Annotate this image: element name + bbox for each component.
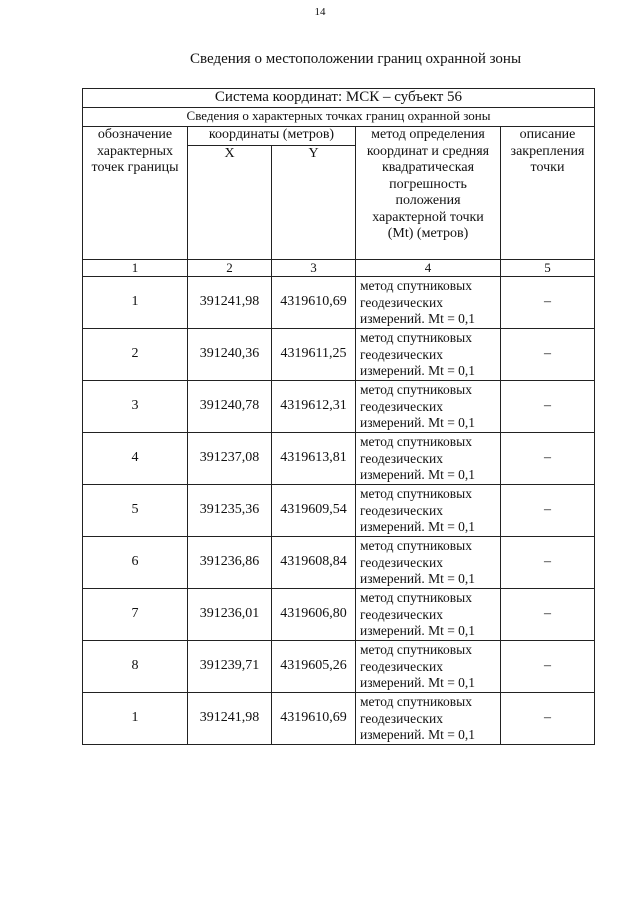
column-number: 4: [356, 260, 501, 277]
method-cell: метод спутниковых геодезических измерений. Mt = 0,1: [356, 693, 501, 745]
x-coordinate-cell: 391241,98: [188, 277, 272, 329]
fixation-description-cell: –: [501, 433, 595, 485]
column-number: 5: [501, 260, 595, 277]
column-number: 3: [272, 260, 356, 277]
x-coordinate-cell: 391240,78: [188, 381, 272, 433]
boundary-points-table: [82, 88, 595, 745]
y-coordinate-cell: 4319611,25: [272, 329, 356, 381]
y-coordinate-cell: 4319613,81: [272, 433, 356, 485]
table-row: [83, 485, 595, 537]
y-coordinate-cell: 4319609,54: [272, 485, 356, 537]
point-cell: 8: [83, 641, 188, 693]
x-coordinate-cell: 391240,36: [188, 329, 272, 381]
point-cell: 1: [83, 277, 188, 329]
fixation-description-cell: –: [501, 537, 595, 589]
header-coordinates: координаты (метров): [188, 127, 356, 146]
x-coordinate-cell: 391236,01: [188, 589, 272, 641]
fixation-description-cell: –: [501, 277, 595, 329]
point-cell: 6: [83, 537, 188, 589]
column-number: 2: [188, 260, 272, 277]
document-title: Сведения о местоположении границ охранной зоны: [190, 51, 522, 67]
column-number: 1: [83, 260, 188, 277]
header-description: описание закрепления точки: [501, 127, 595, 260]
table-row: [83, 433, 595, 485]
point-cell: 1: [83, 693, 188, 745]
header-method: метод определения координат и средняя квадратическая погрешность положения характерной точки (Mt) (метров): [356, 127, 501, 260]
table-subtitle-cell: Сведения о характерных точках границ охранной зоны: [83, 108, 595, 127]
method-cell: метод спутниковых геодезических измерений. Mt = 0,1: [356, 381, 501, 433]
method-cell: метод спутниковых геодезических измерений. Mt = 0,1: [356, 485, 501, 537]
table-row: [83, 641, 595, 693]
fixation-description-cell: –: [501, 329, 595, 381]
x-coordinate-cell: 391235,36: [188, 485, 272, 537]
x-coordinate-cell: 391236,86: [188, 537, 272, 589]
header-x: X: [188, 146, 272, 260]
header-designation: обозначение характерных точек границы: [83, 127, 188, 260]
table-row: [83, 381, 595, 433]
point-cell: 3: [83, 381, 188, 433]
table-row: [83, 329, 595, 381]
fixation-description-cell: –: [501, 485, 595, 537]
table-row: [83, 693, 595, 745]
y-coordinate-cell: 4319605,26: [272, 641, 356, 693]
coordinate-system-cell: Система координат: МСК – субъект 56: [83, 89, 595, 108]
page-number: 14: [314, 6, 326, 18]
point-cell: 4: [83, 433, 188, 485]
x-coordinate-cell: 391237,08: [188, 433, 272, 485]
fixation-description-cell: –: [501, 381, 595, 433]
y-coordinate-cell: 4319610,69: [272, 277, 356, 329]
method-cell: метод спутниковых геодезических измерений. Mt = 0,1: [356, 329, 501, 381]
fixation-description-cell: –: [501, 693, 595, 745]
point-cell: 5: [83, 485, 188, 537]
method-cell: метод спутниковых геодезических измерений. Mt = 0,1: [356, 433, 501, 485]
y-coordinate-cell: 4319610,69: [272, 693, 356, 745]
method-cell: метод спутниковых геодезических измерений. Mt = 0,1: [356, 589, 501, 641]
y-coordinate-cell: 4319606,80: [272, 589, 356, 641]
x-coordinate-cell: 391239,71: [188, 641, 272, 693]
header-y: Y: [272, 146, 356, 260]
method-cell: метод спутниковых геодезических измерений. Mt = 0,1: [356, 277, 501, 329]
method-cell: метод спутниковых геодезических измерений. Mt = 0,1: [356, 641, 501, 693]
y-coordinate-cell: 4319608,84: [272, 537, 356, 589]
table-row: [83, 589, 595, 641]
table-row: [83, 537, 595, 589]
point-cell: 7: [83, 589, 188, 641]
y-coordinate-cell: 4319612,31: [272, 381, 356, 433]
method-cell: метод спутниковых геодезических измерений. Mt = 0,1: [356, 537, 501, 589]
fixation-description-cell: –: [501, 641, 595, 693]
fixation-description-cell: –: [501, 589, 595, 641]
table-row: [83, 277, 595, 329]
point-cell: 2: [83, 329, 188, 381]
x-coordinate-cell: 391241,98: [188, 693, 272, 745]
column-numbers-row: [83, 260, 595, 277]
